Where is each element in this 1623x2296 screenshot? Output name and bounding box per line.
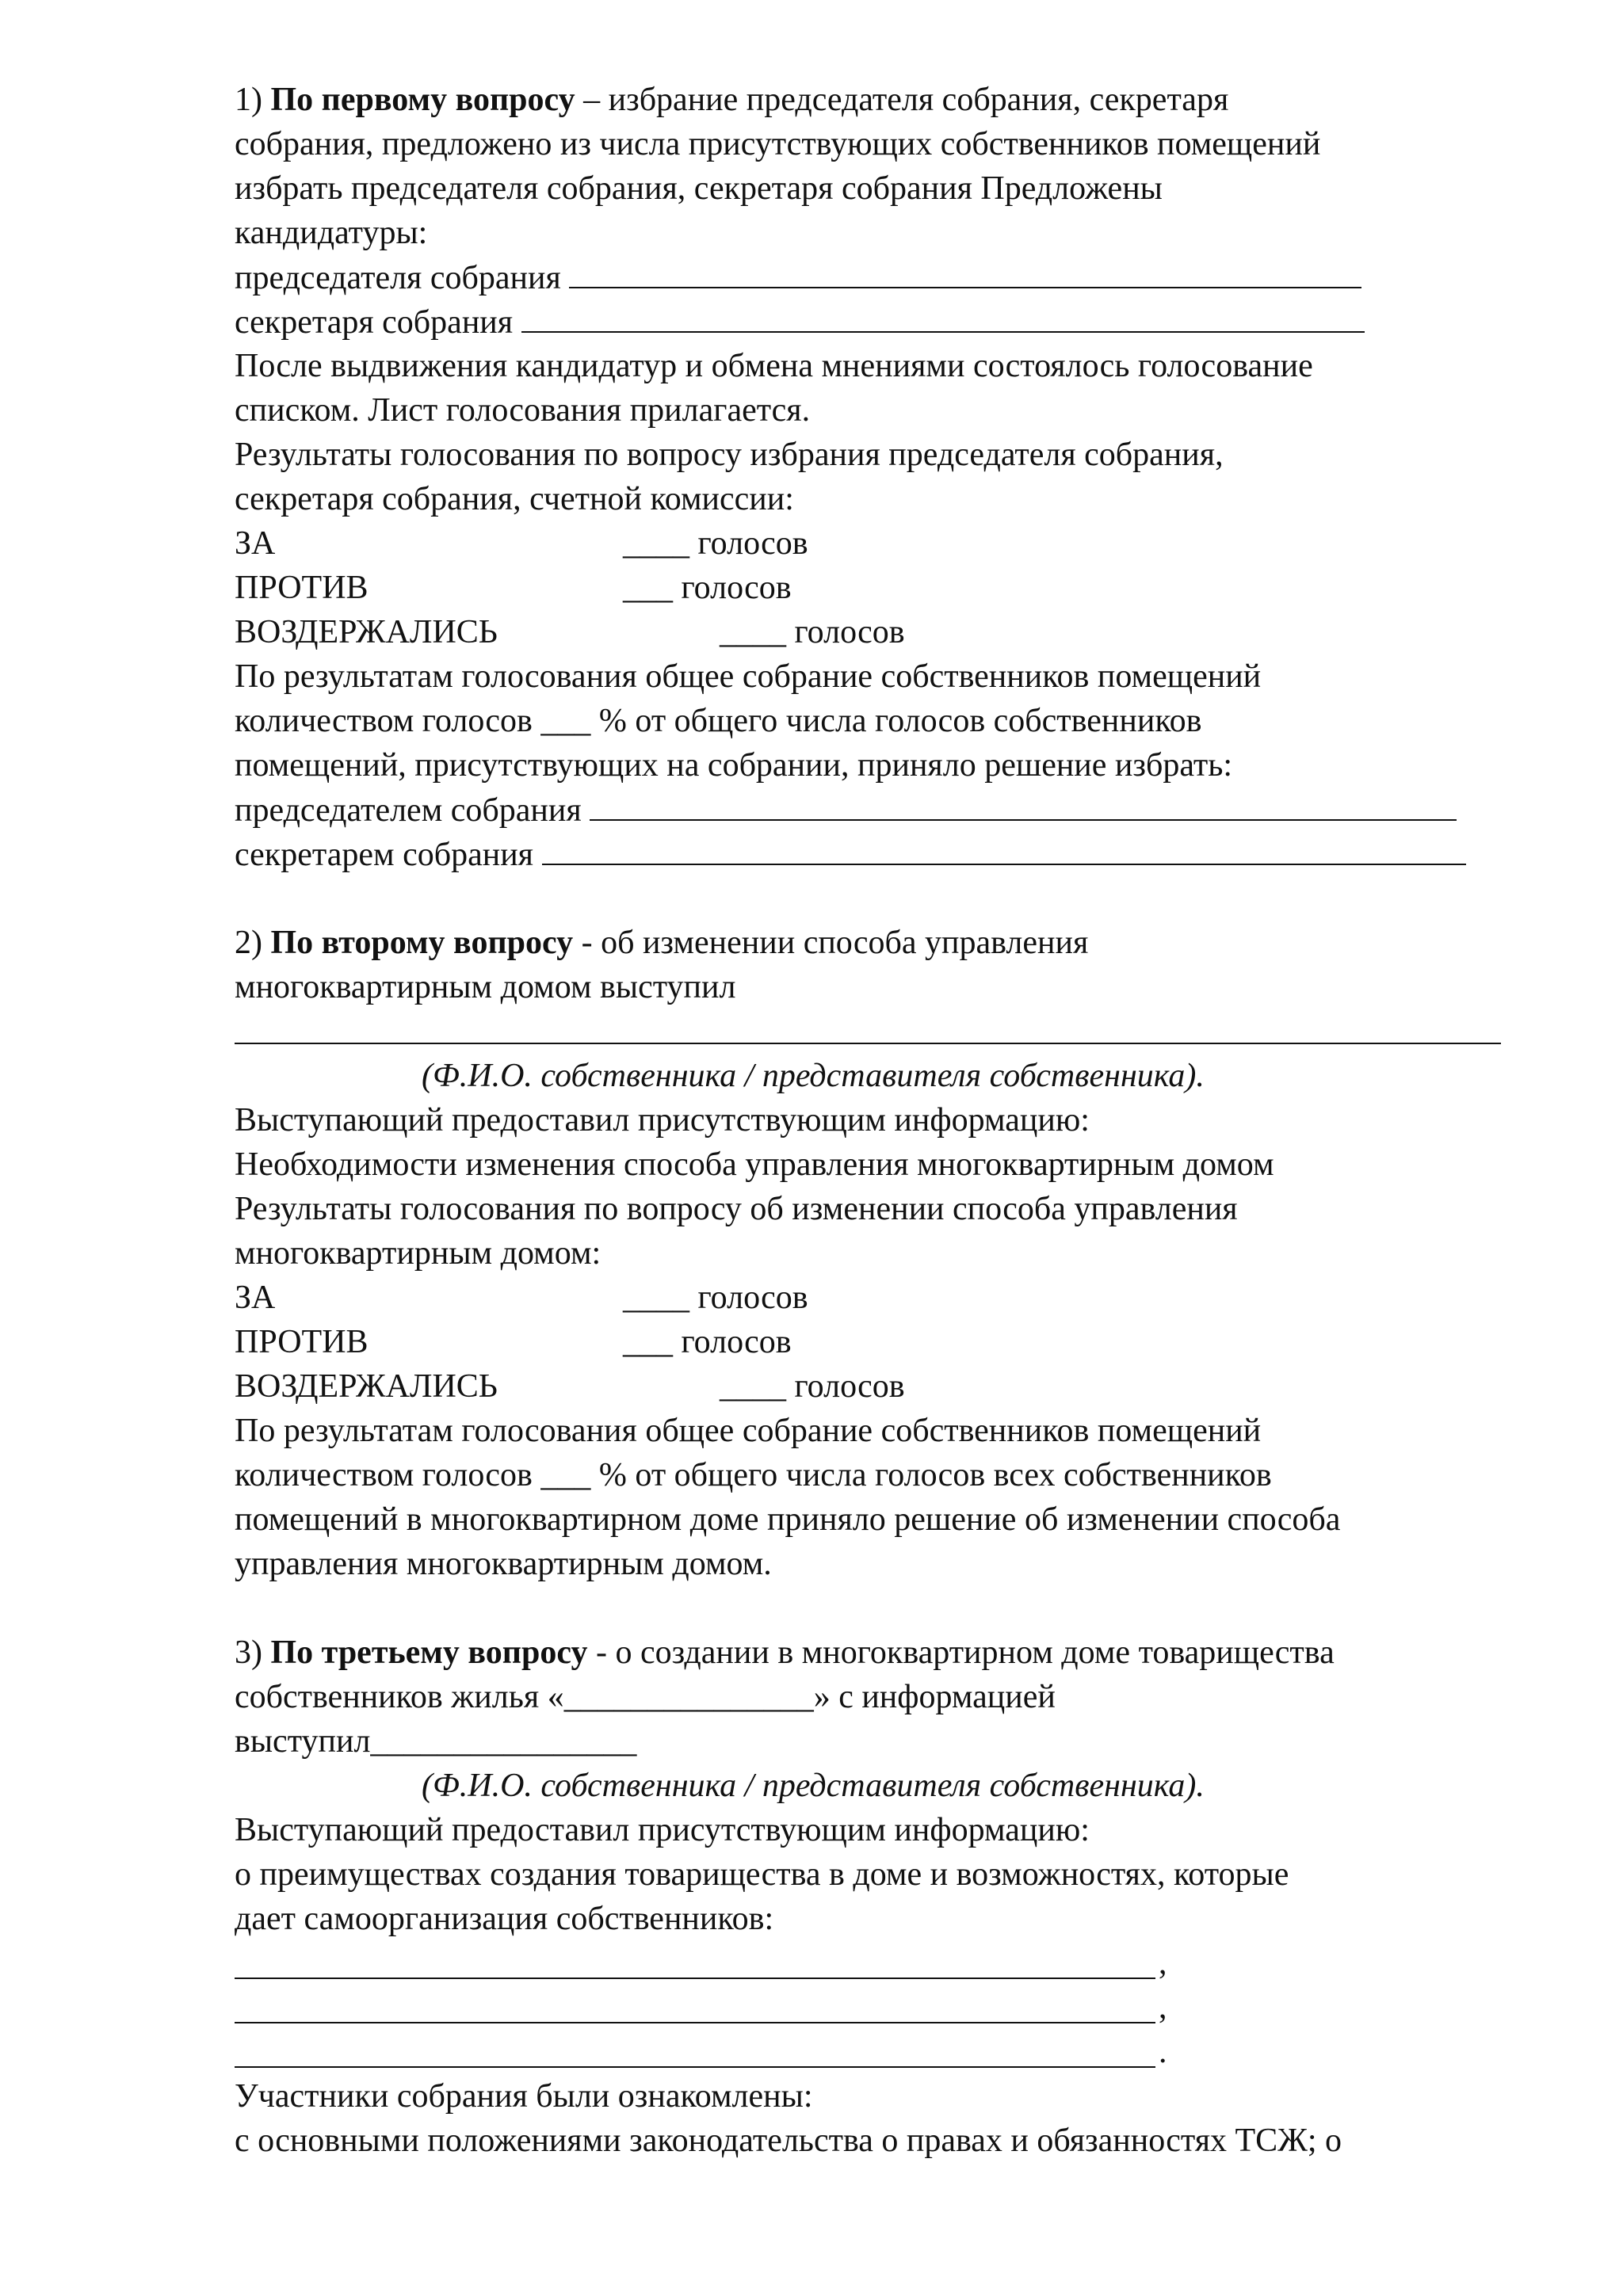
q3-advantage-blank[interactable]	[235, 1978, 1155, 1979]
q3-blank-end: .	[1159, 2034, 1167, 2070]
q2-text-line: многоквартирным домом выступил	[235, 969, 736, 1005]
q2-vote-against-label: ПРОТИВ	[235, 1324, 369, 1360]
q3-text-line: с основными положениями законодательства о правах и обязанностях ТСЖ; о	[235, 2122, 1342, 2159]
q1-text-line: списком. Лист голосования прилагается.	[235, 392, 811, 429]
q2-text-line: управления многоквартирным домом.	[235, 1546, 772, 1582]
q1-text-line: помещений, присутствующих на собрании, приняло решение избрать:	[235, 747, 1233, 784]
q3-advantage-blank[interactable]	[235, 2022, 1155, 2023]
q1-vote-abstain-value: ____ голосов	[720, 614, 905, 650]
q3-blank-end: ,	[1159, 1989, 1167, 2026]
q3-text-line: о преимуществах создания товарищества в доме и возможностях, которые	[235, 1856, 1289, 1893]
q1-vote-against-value: ___ голосов	[623, 570, 792, 606]
elected-secretary-blank[interactable]	[542, 832, 1466, 865]
q3-text-line: выступил________________	[235, 1723, 637, 1760]
q2-vote-abstain-label: ВОЗДЕРЖАЛИСЬ	[235, 1368, 498, 1405]
q2-text-line: Результаты голосования по вопросу об изменении способа управления	[235, 1191, 1238, 1227]
q1-elected-chair: председателем собрания	[235, 788, 1457, 833]
q1-vote-for-value: ____ голосов	[623, 525, 808, 562]
q2-vote-abstain-value: ____ голосов	[720, 1368, 905, 1405]
secretary-candidate-blank[interactable]	[521, 299, 1365, 333]
q1-heading: 1) По первому вопросу – избрание председателя собрания, секретаря	[235, 82, 1229, 118]
q2-fio-caption: (Ф.И.О. собственника / представителя собственника).	[422, 1058, 1205, 1094]
q1-text-line: избрать председателя собрания, секретаря собрания Предложены	[235, 170, 1163, 207]
q1-vote-against-label: ПРОТИВ	[235, 570, 369, 606]
q2-title: По второму вопросу	[270, 925, 574, 961]
q1-secretary-candidate: секретаря собрания	[235, 299, 1365, 345]
q1-text-line: После выдвижения кандидатур и обмена мнениями состоялось голосование	[235, 348, 1313, 384]
q1-vote-for-label: ЗА	[235, 525, 276, 562]
q2-text-line: количеством голосов ___ % от общего числа голосов всех собственников	[235, 1457, 1272, 1493]
q2-text-line: По результатам голосования общее собрание собственников помещений	[235, 1413, 1262, 1449]
q2-text-line: многоквартирным домом:	[235, 1235, 601, 1272]
q3-text-line: Выступающий предоставил присутствующим информацию:	[235, 1812, 1090, 1848]
q1-text-line: кандидатуры:	[235, 215, 428, 251]
q2-vote-against-value: ___ голосов	[623, 1324, 792, 1360]
q3-title: По третьему вопросу	[270, 1634, 588, 1671]
q2-text-line: Выступающий предоставил присутствующим информацию:	[235, 1102, 1090, 1138]
q1-text-line: секретаря собрания, счетной комиссии:	[235, 481, 794, 517]
q1-text-line: По результатам голосования общее собрание собственников помещений	[235, 658, 1262, 695]
q1-text-line: собрания, предложено из числа присутствующих собственников помещений	[235, 126, 1321, 162]
q2-text-line: Необходимости изменения способа управления многоквартирным домом	[235, 1146, 1274, 1183]
q1-chair-candidate: председателя собрания	[235, 255, 1361, 300]
q3-blank-end: ,	[1159, 1945, 1167, 1981]
q3-text-line: Участники собрания были ознакомлены:	[235, 2078, 813, 2115]
q3-text-line: дает самоорганизация собственников:	[235, 1901, 774, 1937]
q2-heading: 2) По второму вопросу - об изменении способа управления	[235, 925, 1089, 961]
q3-fio-caption: (Ф.И.О. собственника / представителя собственника).	[422, 1768, 1205, 1804]
chair-candidate-blank[interactable]	[569, 255, 1361, 288]
elected-chair-blank[interactable]	[590, 788, 1457, 821]
q3-heading: 3) По третьему вопросу - о создании в многоквартирном доме товарищества	[235, 1634, 1335, 1671]
q3-advantage-blank[interactable]	[235, 2066, 1155, 2068]
q1-title: По первому вопросу	[270, 82, 575, 118]
q1-text-line: количеством голосов ___ % от общего числа голосов собственников	[235, 703, 1202, 739]
q2-text-line: помещений в многоквартирном доме приняло решение об изменении способа	[235, 1501, 1341, 1538]
q2-speaker-blank[interactable]	[235, 1043, 1501, 1044]
q3-text-line: собственников жилья «_______________» с информацией	[235, 1679, 1056, 1715]
q1-elected-secretary: секретарем собрания	[235, 832, 1466, 877]
q1-text-line: Результаты голосования по вопросу избрания председателя собрания,	[235, 437, 1224, 473]
q2-vote-for-label: ЗА	[235, 1280, 276, 1316]
q2-vote-for-value: ____ голосов	[623, 1280, 808, 1316]
q1-vote-abstain-label: ВОЗДЕРЖАЛИСЬ	[235, 614, 498, 650]
